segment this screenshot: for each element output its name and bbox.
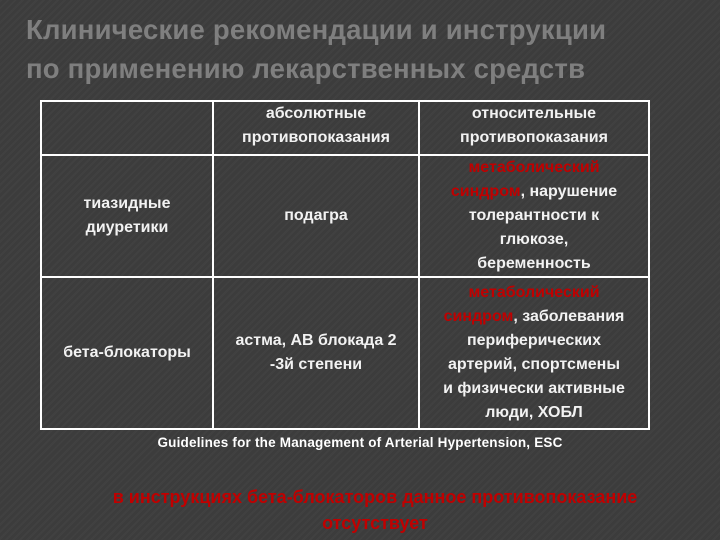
table-row-thiazide (41, 155, 649, 277)
header-absolute-line-1: абсолютные (265, 105, 367, 122)
relative-cell-beta-blockers (419, 277, 649, 429)
slide-title (26, 10, 716, 88)
relative-thiazide-line-4: глюкозе, (499, 231, 569, 248)
relative-beta-line-2 (420, 305, 648, 329)
drug-thiazide-line-1: тиазидные (83, 195, 171, 212)
header-cell-absolute (213, 101, 419, 155)
drug-thiazide-line-2: диуретики (85, 219, 169, 236)
relative-cell-thiazide (419, 155, 649, 277)
header-cell-relative (419, 101, 649, 155)
footnote-remark (40, 484, 710, 536)
relative-beta-line-5: и физически активные (443, 380, 625, 397)
header-relative-line-1: относительные (471, 105, 597, 122)
relative-beta-rest-line-2: , заболевания (513, 308, 625, 325)
absolute-beta-line-2: -3й степени (269, 356, 363, 373)
absolute-beta-line-1: астма, АВ блокада 2 (235, 332, 397, 349)
header-absolute-line-2: противопоказания (242, 129, 390, 146)
header-relative-line-2: противопоказания (460, 129, 608, 146)
relative-beta-line-3: периферических (466, 332, 602, 349)
relative-thiazide-rest-line-2: , нарушение (520, 183, 618, 200)
table-row-beta-blockers (41, 277, 649, 429)
drug-cell-thiazide (41, 155, 213, 277)
absolute-cell-thiazide: подагра (213, 155, 419, 277)
footnote-line-2: отсутствует (322, 513, 428, 533)
relative-thiazide-line-2 (420, 180, 648, 204)
relative-thiazide-line-3: толерантности к (468, 207, 600, 224)
relative-beta-red-line-2: синдром (443, 308, 514, 325)
relative-beta-red-line-1: метаболический (468, 284, 600, 301)
relative-beta-line-4: артерий, спортсмены (447, 356, 620, 373)
table-header-row (41, 101, 649, 155)
relative-thiazide-red-line-1: метаболический (468, 159, 600, 176)
relative-thiazide-red-line-2: синдром (450, 183, 521, 200)
relative-thiazide-line-5: беременность (477, 255, 591, 272)
contraindications-table-wrap (40, 100, 650, 430)
source-citation: Guidelines for the Management of Arterial Hypertension, ESC (157, 435, 563, 450)
absolute-cell-beta-blockers (213, 277, 419, 429)
drug-cell-beta-blockers: бета-блокаторы (41, 277, 213, 429)
header-cell-empty (41, 101, 213, 155)
title-line-1: Клинические рекомендации и инструкции (26, 14, 607, 45)
footnote-line-1: в инструкциях бета-блокаторов данное противопоказание (112, 487, 638, 507)
contraindications-table (40, 100, 650, 430)
relative-beta-line-6: люди, ХОБЛ (485, 404, 583, 421)
title-line-2: по применению лекарственных средств (26, 53, 586, 84)
